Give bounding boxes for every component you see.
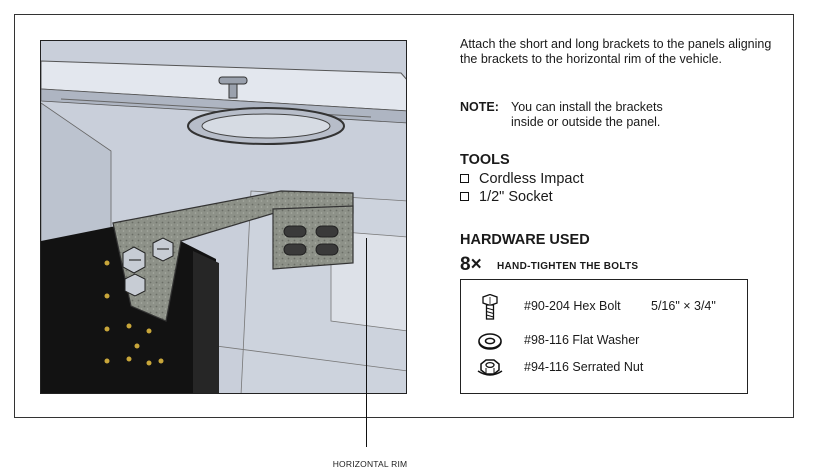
hardware-quantity: 8× — [460, 254, 482, 275]
hardware-list — [460, 279, 748, 394]
hardware-label: #98-116 Flat Washer — [524, 333, 640, 347]
tool-item — [460, 171, 584, 187]
hardware-label: #90-204 Hex Bolt — [524, 299, 621, 313]
hardware-row — [461, 294, 747, 320]
hardware-row — [461, 328, 747, 354]
bracket-illustration — [40, 40, 407, 394]
hardware-instruction: HAND-TIGHTEN THE BOLTS — [497, 261, 639, 272]
note-line-1: You can install the brackets — [511, 100, 663, 114]
tool-label: 1/2" Socket — [479, 189, 553, 205]
tool-label: Cordless Impact — [479, 171, 584, 187]
hex-bolt-icon — [477, 294, 503, 320]
intro-text: Attach the short and long brackets to the panels aligning the brackets to the horizontal rim of the vehicle. — [460, 37, 772, 66]
checkbox-icon — [460, 174, 469, 183]
serrated-nut-icon — [477, 355, 503, 381]
vehicle-bracket-drawing — [41, 41, 407, 394]
flat-washer-icon — [477, 328, 503, 354]
instructions-column — [460, 37, 790, 374]
horizontal-rim-leader-line — [366, 238, 367, 447]
hardware-heading: HARDWARE USED — [460, 232, 590, 248]
hardware-label: #94-116 Serrated Nut — [524, 360, 644, 374]
horizontal-rim-label: HORIZONTAL RIM — [332, 459, 408, 469]
note-block — [460, 100, 663, 130]
note-line-2: inside or outside the panel. — [511, 115, 661, 129]
checkbox-icon — [460, 192, 469, 201]
hardware-size: 5/16" × 3/4" — [651, 299, 716, 313]
hardware-row — [461, 355, 747, 381]
tools-heading: TOOLS — [460, 152, 510, 168]
note-label: NOTE: — [460, 100, 499, 114]
tool-item — [460, 189, 553, 205]
